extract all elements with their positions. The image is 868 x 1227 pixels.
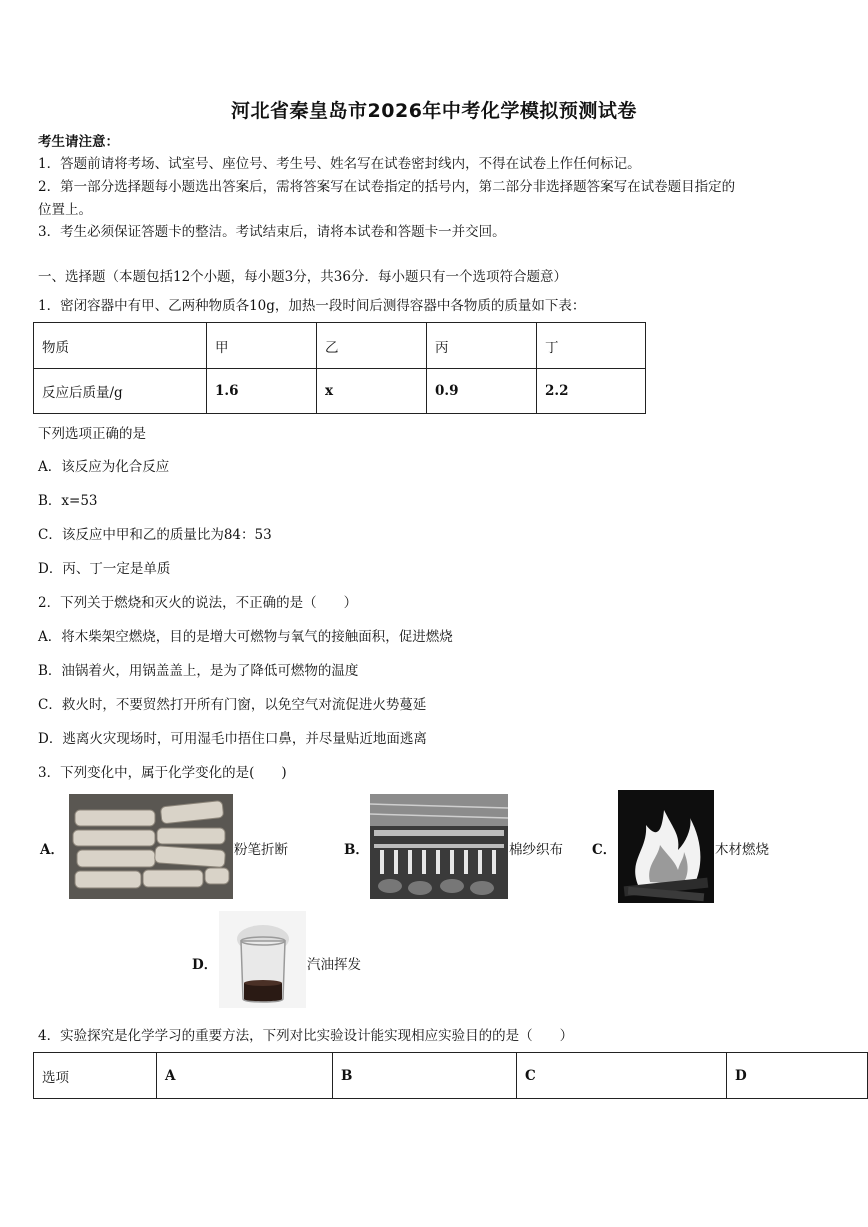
table-header-row bbox=[34, 1053, 868, 1099]
table-cell: 1.6 bbox=[207, 369, 317, 414]
table-cell: 物质 bbox=[34, 323, 207, 369]
option-a-label: A． bbox=[40, 842, 64, 858]
chalk-image bbox=[69, 794, 233, 899]
exam-title: 河北省秦皇岛市2026年中考化学模拟预测试卷 bbox=[231, 100, 637, 122]
notice-item: 2．第一部分选择题每小题选出答案后，需将答案写在试卷指定的括号内，第二部分非选择题答案写在试卷题目指定的 bbox=[38, 179, 736, 195]
option-b: B．油锅着火，用锅盖盖上，是为了降低可燃物的温度 bbox=[38, 663, 359, 679]
section-heading: 一、选择题（本题包括12个小题，每小题3分，共36分．每小题只有一个选项符合题意） bbox=[38, 269, 567, 285]
option-c: C．救火时，不要贸然打开所有门窗，以免空气对流促进火势蔓延 bbox=[38, 697, 427, 713]
table-header-row bbox=[34, 323, 646, 369]
question-2-stem: 2．下列关于燃烧和灭火的说法，不正确的是（ ） bbox=[38, 595, 358, 611]
question-1-table bbox=[33, 322, 646, 414]
question-4-table bbox=[33, 1052, 868, 1099]
option-c-label: C． bbox=[592, 842, 617, 858]
option-d: D．逃离火灾现场时，可用湿毛巾捂住口鼻，并尽量贴近地面逃离 bbox=[38, 731, 427, 747]
burning-wood-image bbox=[618, 790, 714, 903]
table-cell: 反应后质量/g bbox=[34, 369, 207, 414]
notice-item: 1．答题前请将考场、试室号、座位号、考生号、姓名写在试卷密封线内，不得在试卷上作任何标记。 bbox=[38, 156, 641, 172]
notice-item: 3．考生必须保证答题卡的整洁。考试结束后，请将本试卷和答题卡一并交回。 bbox=[38, 224, 506, 240]
option-a-caption: 粉笔折断 bbox=[234, 842, 288, 858]
table-cell: C bbox=[517, 1053, 727, 1099]
spinning-machine-image bbox=[370, 794, 508, 899]
option-d-label: D． bbox=[192, 957, 218, 973]
table-cell: 0.9 bbox=[427, 369, 537, 414]
table-cell: 乙 bbox=[317, 323, 427, 369]
table-cell: 选项 bbox=[34, 1053, 157, 1099]
table-cell: 甲 bbox=[207, 323, 317, 369]
question-4-stem: 4．实验探究是化学学习的重要方法，下列对比实验设计能实现相应实验目的的是（ ） bbox=[38, 1028, 574, 1044]
table-cell: x bbox=[317, 369, 427, 414]
option-a: A．该反应为化合反应 bbox=[38, 459, 170, 475]
option-b: B．x=53 bbox=[38, 493, 98, 509]
table-cell: 丁 bbox=[537, 323, 646, 369]
question-1-prompt: 下列选项正确的是 bbox=[38, 426, 146, 442]
table-cell: D bbox=[727, 1053, 868, 1099]
option-b-label: B． bbox=[344, 842, 369, 858]
option-d: D．丙、丁一定是单质 bbox=[38, 561, 171, 577]
question-1-stem: 1．密闭容器中有甲、乙两种物质各10g，加热一段时间后测得容器中各物质的质量如下表： bbox=[38, 298, 586, 314]
option-c: C．该反应中甲和乙的质量比为84：53 bbox=[38, 527, 272, 543]
notice-item: 位置上。 bbox=[38, 202, 92, 218]
option-c-caption: 木材燃烧 bbox=[715, 842, 769, 858]
question-3-stem: 3．下列变化中，属于化学变化的是( ) bbox=[38, 765, 287, 781]
table-cell: 丙 bbox=[427, 323, 537, 369]
option-a: A．将木柴架空燃烧，目的是增大可燃物与氧气的接触面积，促进燃烧 bbox=[38, 629, 453, 645]
beaker-image bbox=[219, 911, 306, 1008]
table-cell: B bbox=[333, 1053, 517, 1099]
notice-heading: 考生请注意： bbox=[38, 134, 119, 150]
table-cell: A bbox=[157, 1053, 333, 1099]
option-b-caption: 棉纱织布 bbox=[509, 842, 563, 858]
table-cell: 2.2 bbox=[537, 369, 646, 414]
option-d-caption: 汽油挥发 bbox=[307, 957, 361, 973]
table-row bbox=[34, 369, 646, 414]
